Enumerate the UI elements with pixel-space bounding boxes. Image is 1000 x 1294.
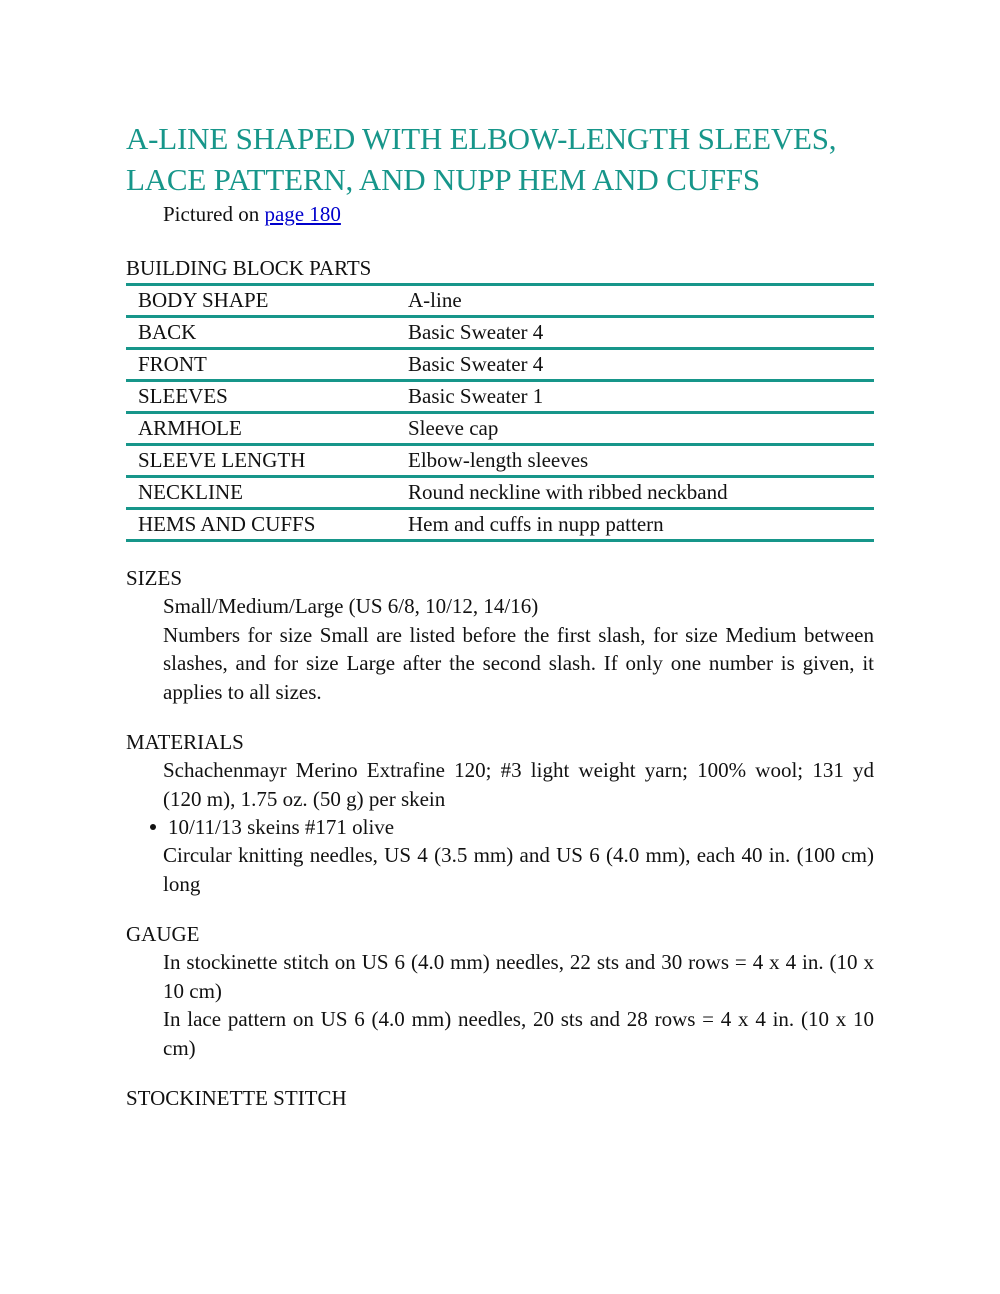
table-row xyxy=(126,413,874,445)
table-row xyxy=(126,285,874,317)
part-label: FRONT xyxy=(126,349,396,381)
pictured-on-line xyxy=(163,200,874,228)
part-label: BODY SHAPE xyxy=(126,285,396,317)
table-row xyxy=(126,477,874,509)
part-label: ARMHOLE xyxy=(126,413,396,445)
document-page xyxy=(126,118,874,1112)
materials-section xyxy=(126,728,874,898)
part-value: Hem and cuffs in nupp pattern xyxy=(396,509,874,541)
part-label: NECKLINE xyxy=(126,477,396,509)
building-block-table xyxy=(126,283,874,542)
part-value: Basic Sweater 1 xyxy=(396,381,874,413)
gauge-stockinette: In stockinette stitch on US 6 (4.0 mm) needles, 22 sts and 30 rows = 4 x 4 in. (10 x 10 cm) xyxy=(163,950,874,1003)
stockinette-section xyxy=(126,1084,874,1112)
part-label: HEMS AND CUFFS xyxy=(126,509,396,541)
materials-bullet-item xyxy=(150,813,874,841)
part-value: Sleeve cap xyxy=(396,413,874,445)
sizes-section xyxy=(126,564,874,706)
building-block-heading: BUILDING BLOCK PARTS xyxy=(126,256,372,280)
table-row xyxy=(126,381,874,413)
gauge-heading: GAUGE xyxy=(126,922,200,946)
part-label: SLEEVES xyxy=(126,381,396,413)
sizes-line: Small/Medium/Large (US 6/8, 10/12, 14/16) xyxy=(163,594,539,618)
part-value: Basic Sweater 4 xyxy=(396,349,874,381)
bullet-text: 10/11/13 skeins #171 olive xyxy=(168,815,395,839)
materials-heading: MATERIALS xyxy=(126,730,244,754)
table-row xyxy=(126,509,874,541)
bullet-icon xyxy=(150,824,156,830)
table-row xyxy=(126,317,874,349)
page-link[interactable]: page 180 xyxy=(264,202,341,226)
part-label: BACK xyxy=(126,317,396,349)
sizes-note: Numbers for size Small are listed before the first slash, for size Medium between slashes, and for size Large after the second slash. If only one number is given, it applies to all sizes. xyxy=(163,622,874,704)
part-value: Round neckline with ribbed neckband xyxy=(396,477,874,509)
part-value: A-line xyxy=(396,285,874,317)
part-value: Elbow-length sleeves xyxy=(396,445,874,477)
gauge-section xyxy=(126,920,874,1062)
part-label: SLEEVE LENGTH xyxy=(126,445,396,477)
materials-yarn: Schachenmayr Merino Extrafine 120; #3 light weight yarn; 100% wool; 131 yd (120 m), 1.75 oz. (50 g) per skein xyxy=(163,758,874,811)
pattern-title: A-LINE SHAPED WITH ELBOW-LENGTH SLEEVES, LACE PATTERN, AND NUPP HEM AND CUFFS xyxy=(126,121,837,197)
table-row xyxy=(126,349,874,381)
stockinette-heading: STOCKINETTE STITCH xyxy=(126,1086,347,1110)
materials-needles: Circular knitting needles, US 4 (3.5 mm) and US 6 (4.0 mm), each 40 in. (100 cm) long xyxy=(163,843,874,896)
part-value: Basic Sweater 4 xyxy=(396,317,874,349)
gauge-lace: In lace pattern on US 6 (4.0 mm) needles, 20 sts and 28 rows = 4 x 4 in. (10 x 10 cm) xyxy=(163,1007,874,1060)
pictured-prefix: Pictured on xyxy=(163,202,265,226)
table-row xyxy=(126,445,874,477)
sizes-heading: SIZES xyxy=(126,566,183,590)
